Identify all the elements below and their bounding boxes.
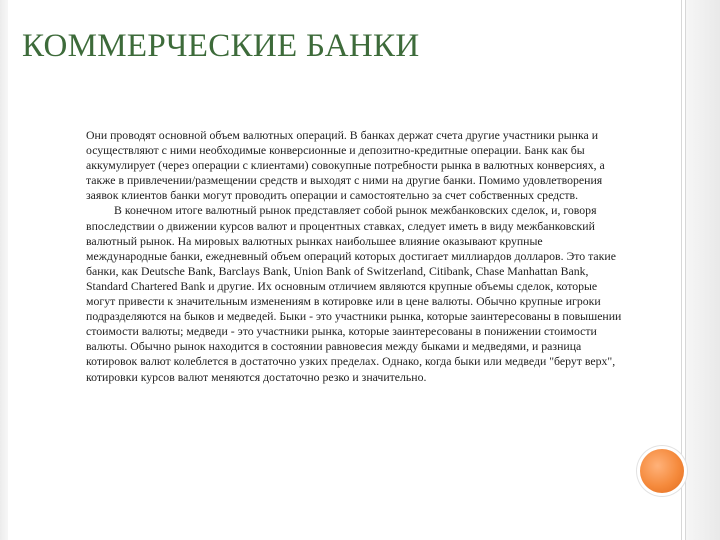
right-decor-band	[686, 0, 720, 540]
slide-title: КОММЕРЧЕСКИЕ БАНКИ	[22, 28, 420, 64]
left-decor-band	[0, 0, 8, 540]
slide-body	[86, 128, 622, 385]
paragraph-1: Они проводят основной объем валютных операций. В банках держат счета другие участники рынка и осуществляют с ними необходимые конверсионные и депозитно-кредитные операции. Банк как бы аккумулирует (через операции с клиентами) совокупные потребности рынка в валютных конверсиях, а также в привлечении/размещении средств и выходят с ними на другие банки. Помимо удовлетворения заявок клиентов банки могут проводить операции и самостоятельно за счет собственных средств.	[86, 128, 605, 203]
right-decor-line-inner	[681, 0, 682, 540]
paragraph-2: В конечном итоге валютный рынок представляет собой рынок межбанковских сделок, и, говоря впоследствии о движении курсов валют и процентных ставках, следует иметь в виду межбанковский валютный рынок. На мировых валютных рынках наибольшее влияние оказывают крупные международные банки, ежедневный объем операций которых достигает миллиардов долларов. Это такие банки, как Deutsche Bank, Barclays Bank, Union Bank of Switzerland, Citibank, Chase Manhattan Bank, Standard Chartered Bank и другие. Их основным отличием являются крупные объемы сделок, которые могут привести к значительным изменениям в котировке или в цене валюты. Обычно крупные игроки подразделяются на быков и медведей. Быки - это участники рынка, которые заинтересованы в повышении стоимости валюты; медведи - это участники рынка, которые заинтересованы в понижении стоимости валюты. Обычно рынок находится в состоянии равновесия между быками и медведями, и разница котировок валют колеблется в достаточно узких пределах. Однако, когда быки или медведи "берут верх", котировки курсов валют меняются достаточно резко и значительно.	[86, 203, 622, 384]
right-decor-line	[685, 0, 686, 540]
orange-circle-decoration	[640, 449, 684, 493]
